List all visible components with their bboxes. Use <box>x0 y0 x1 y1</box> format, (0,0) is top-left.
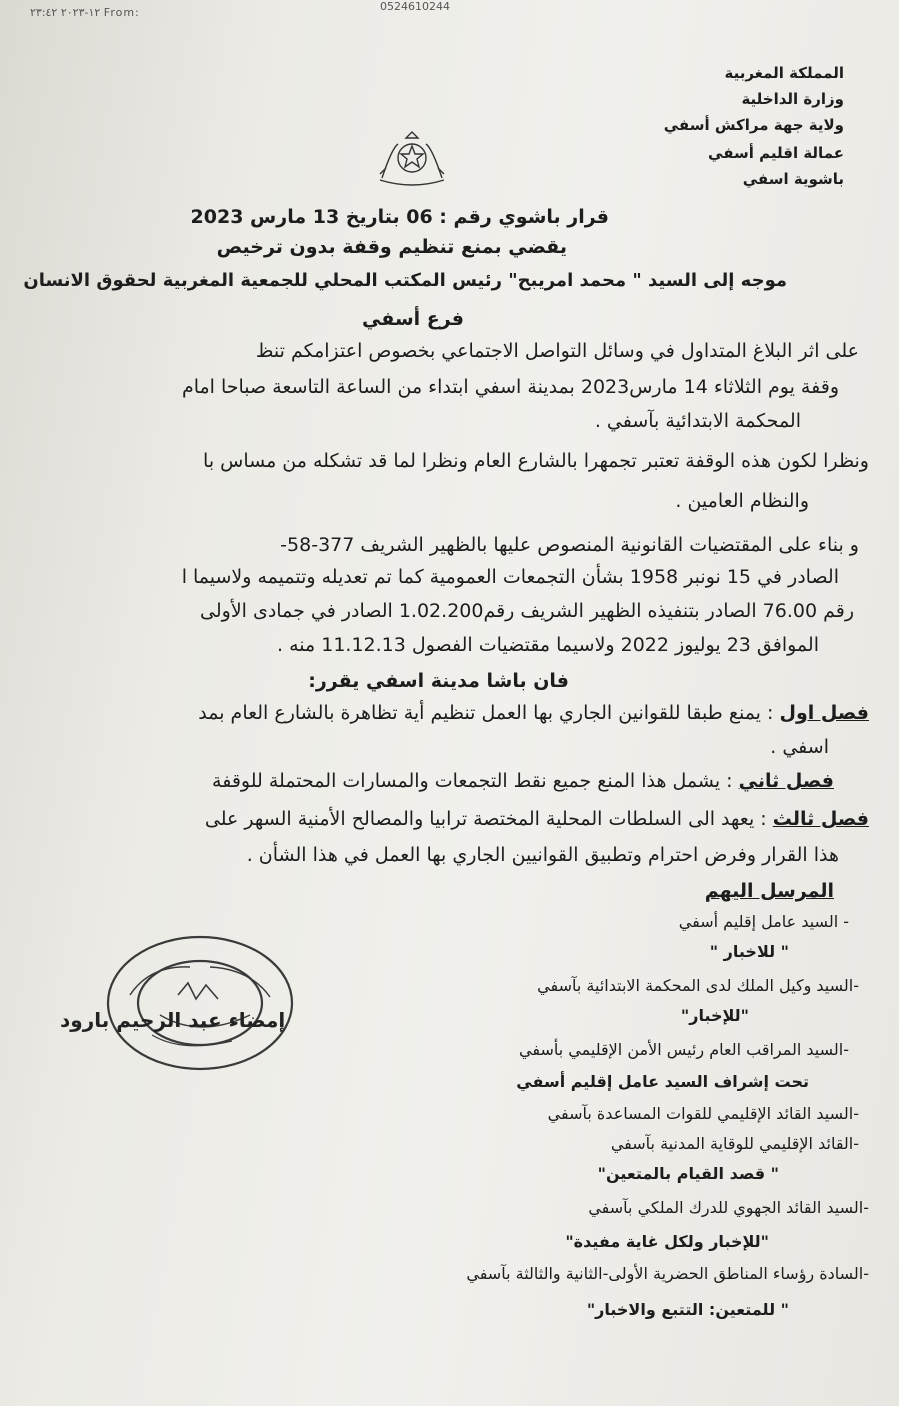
recipient-6: -السيد القائد الجهوي للدرك الملكي بآسفي <box>588 1198 869 1217</box>
recipient-2: -السيد وكيل الملك لدى المحكمة الابتدائية بآسفي <box>537 976 859 995</box>
recipient-2-note: "للإخبار" <box>680 1006 749 1025</box>
article-3-label: فصل ثالث <box>772 808 869 830</box>
recipient-7-note: " للمتعين: التتبع والاخبار" <box>586 1300 789 1319</box>
paragraph-3-line-4: الموافق 23 يوليوز 2022 ولاسيما مقتضيات الفصول 11.12.13 منه . <box>277 634 819 656</box>
recipients-heading: المرسل اليهم <box>704 880 834 902</box>
article-1-line-2: اسفي . <box>770 736 829 758</box>
paragraph-1-line-3: المحكمة الابتدائية بآسفي . <box>594 410 801 432</box>
header-province: عمالة اقليم أسفي <box>708 144 844 162</box>
article-1-label: فصل اول <box>779 702 869 724</box>
coat-of-arms-icon <box>372 128 452 190</box>
recipient-4: -السيد القائد الإقليمي للقوات المساعدة بآسفي <box>547 1104 859 1123</box>
recipient-6-note: "للإخبار ولكل غاية مفيدة" <box>565 1232 769 1251</box>
paragraph-2-line-1: ونظرا لكون هذه الوقفة تعتبر تجمهرا بالشارع العام ونظرا لما قد تشكله من مساس با <box>203 450 869 472</box>
paragraph-2-line-2: والنظام العامين . <box>675 490 809 512</box>
header-kingdom: المملكة المغربية <box>724 64 844 82</box>
paragraph-1-line-1: على اثر البلاغ المتداول في وسائل التواصل الاجتماعي بخصوص اعتزامكم تنظ <box>255 340 859 362</box>
article-2-label: فصل ثاني <box>738 770 834 792</box>
recipient-5-note: " قصد القيام بالمتعين" <box>597 1164 779 1183</box>
fax-header: ١٢-٢٠٢٣ ٢٣:٤٢ From: <box>30 6 140 19</box>
paragraph-3-line-1: و بناء على المقتضيات القانونية المنصوص عليها بالظهير الشريف 377-58- <box>280 534 859 556</box>
official-stamp-icon <box>90 925 300 1075</box>
decision-branch: فرع أسفي <box>362 308 464 330</box>
decision-subject: يقضي بمنع تنظيم وقفة بدون ترخيص <box>216 236 567 258</box>
header-pashalik: باشوية اسفي <box>742 170 844 188</box>
recipient-1: - السيد عامل إقليم أسفي <box>678 912 849 931</box>
recipient-5: -القائد الإقليمي للوقاية المدنية بآسفي <box>610 1134 859 1153</box>
recipient-3-note: تحت إشراف السيد عامل إقليم أسفي <box>516 1072 809 1091</box>
article-2 <box>212 770 834 792</box>
paragraph-3-line-3: رقم 76.00 الصادر بتنفيذه الظهير الشريف رقم1.02.200 الصادر في جمادى الأولى <box>200 600 854 622</box>
header-ministry: وزارة الداخلية <box>741 90 844 108</box>
article-3-text: : يعهد الى السلطات المحلية المختصة ترابيا والمصالح الأمنية السهر على <box>204 808 767 830</box>
decision-addressee: موجه إلى السيد " محمد امريبح" رئيس المكتب المحلي للجمعية المغربية لحقوق الانسان <box>23 270 787 291</box>
recipient-1-note: " للاخبار " <box>709 942 789 961</box>
article-3 <box>205 808 869 830</box>
pasha-decides: فان باشا مدينة اسفي يقرر: <box>308 670 569 692</box>
paragraph-3-line-2: الصادر في 15 نونبر 1958 بشأن التجمعات العمومية كما تم تعديله وتتميمه ولاسيما ا <box>181 566 839 588</box>
signature: إمضاء عبد الرحيم بارود <box>60 1008 286 1032</box>
article-1 <box>198 702 869 724</box>
article-1-text: : يمنع طبقا للقوانين الجاري بها العمل تنظيم أية تظاهرة بالشارع العام بمد <box>198 702 774 724</box>
fax-number: 0524610244 <box>380 0 450 13</box>
article-2-text: : يشمل هذا المنع جميع نقط التجمعات والمسارات المحتملة للوقفة <box>212 770 733 792</box>
header-wilaya: ولاية جهة مراكش أسفي <box>663 116 844 134</box>
recipient-7: -السادة رؤساء المناطق الحضرية الأولى-الثانية والثالثة بآسفي <box>466 1264 869 1283</box>
article-3-line-2: هذا القرار وفرض احترام وتطبيق القوانيين الجاري بها العمل في هذا الشأن . <box>246 844 839 866</box>
recipient-3: -السيد المراقب العام رئيس الأمن الإقليمي بأسفي <box>519 1040 849 1059</box>
paragraph-1-line-2: وقفة يوم الثلاثاء 14 مارس2023 بمدينة اسفي ابتداء من الساعة التاسعة صباحا امام <box>181 376 839 398</box>
decision-title: قرار باشوي رقم : 06 بتاريخ 13 مارس 2023 <box>190 206 609 228</box>
